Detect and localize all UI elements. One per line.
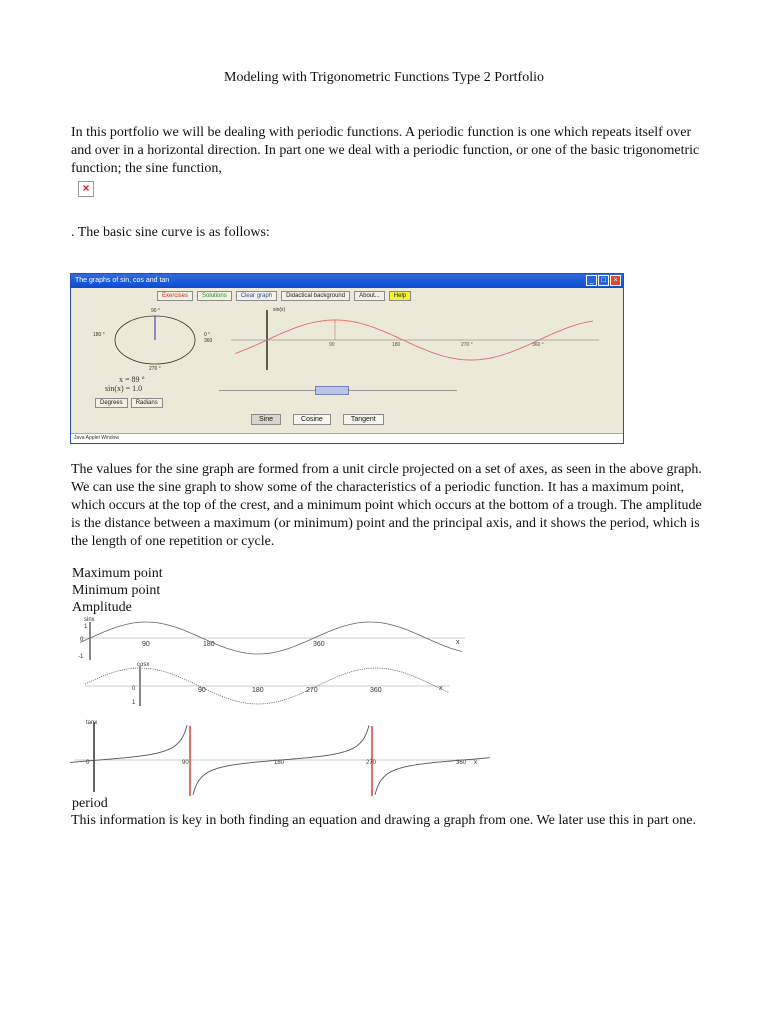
cos-x-tick: 180	[252, 687, 264, 694]
clear-graph-button[interactable]: Clear graph	[236, 291, 277, 301]
circle-label-right-top: 0 °	[204, 332, 211, 338]
minimum-point-label: Minimum point	[72, 583, 161, 598]
help-button[interactable]: Help	[389, 291, 411, 301]
applet-y-label: sin(x)	[273, 307, 286, 313]
applet-status-bar: Java Applet Window	[71, 433, 623, 443]
maximize-icon[interactable]: □	[598, 275, 609, 286]
tan-y-label: tanx	[86, 720, 98, 726]
cos-x-tick: 360	[370, 687, 382, 694]
sine-y-label: sinx	[84, 617, 95, 623]
conclusion-paragraph: This information is key in both finding an equation and drawing a graph from one. We later use this in part one.	[71, 813, 696, 828]
sine-x-tick: 180	[203, 641, 215, 648]
cos-y-tick: 0	[132, 686, 136, 692]
sine-x-tick: 90	[142, 641, 150, 648]
unit-toggle	[95, 398, 163, 408]
cos-sketch	[80, 660, 460, 710]
tan-x-tick: 90	[182, 760, 189, 766]
period-label: period	[72, 796, 108, 811]
about-button[interactable]: About...	[354, 291, 385, 301]
solutions-button[interactable]: Solutions	[197, 291, 232, 301]
circle-label-right-bottom: 360	[204, 338, 213, 344]
sine-x-tick: x	[456, 639, 460, 646]
degrees-button[interactable]: Degrees	[95, 398, 128, 408]
tangent-button[interactable]: Tangent	[343, 414, 384, 425]
description-paragraph: The values for the sine graph are formed from a unit circle projected on a set of axes, as seen in the above graph. We can use the sine graph to show some of the characteristics of a periodic function. It has a maximum point, which occurs at the top of the crest, and a minimum point which occurs at the bottom of a trough. The amplitude is the distance between a maximum (or minimum) point and the principal axis, and it shows the period, which is the length of one repetition or cycle.	[71, 462, 702, 549]
basic-curve-line: . The basic sine curve is as follows:	[71, 225, 270, 240]
exercises-button[interactable]: Exercises	[157, 291, 193, 301]
page-title: Modeling with Trigonometric Functions Type 2 Portfolio	[224, 70, 544, 85]
tan-y-tick: 0	[86, 760, 90, 766]
applet-title: The graphs of sin, cos and tan	[75, 277, 170, 284]
applet-x-tick: 360 °	[532, 342, 544, 348]
circle-label-left: 180 °	[93, 332, 105, 338]
angle-slider-thumb[interactable]	[315, 386, 349, 395]
broken-image-icon: ×	[78, 181, 94, 197]
applet-x-tick: 90	[329, 342, 335, 348]
cos-x-tick: 90	[198, 687, 206, 694]
didactical-background-button[interactable]: Didactical background	[281, 291, 350, 301]
cos-y-tick: 1	[132, 700, 136, 706]
sine-y-tick: -1	[78, 654, 84, 660]
tan-x-tick: x	[474, 760, 477, 766]
amplitude-label: Amplitude	[72, 600, 132, 615]
sin-value-readout: sin(x) = 1.0	[105, 384, 143, 393]
sine-y-tick: 1	[84, 624, 88, 630]
function-buttons	[251, 414, 384, 425]
cos-y-label: cosx	[137, 662, 150, 668]
tan-x-tick: 360	[456, 760, 467, 766]
close-icon[interactable]: ×	[610, 275, 621, 286]
maximum-point-label: Maximum point	[72, 566, 163, 581]
intro-paragraph: In this portfolio we will be dealing with periodic functions. A periodic function is one which repeats itself over and over in a horizontal direction. In part one we deal with a periodic function, or one of the basic trigonometric function; the sine function,	[71, 125, 700, 176]
circle-label-bottom: 270 °	[149, 366, 161, 372]
trig-applet-window	[70, 273, 624, 444]
cosine-button[interactable]: Cosine	[293, 414, 331, 425]
radians-button[interactable]: Radians	[131, 398, 163, 408]
sine-y-tick: 0	[80, 637, 84, 643]
tan-sketch	[70, 716, 490, 800]
sine-sketch	[70, 614, 470, 664]
x-value-readout: x = 89 °	[119, 375, 145, 384]
tan-x-tick: 180	[274, 760, 285, 766]
applet-x-tick: 270 °	[461, 342, 473, 348]
cos-x-tick: x	[439, 685, 443, 692]
circle-label-top: 90 °	[151, 308, 160, 314]
sine-button[interactable]: Sine	[251, 414, 281, 425]
cos-x-tick: 270	[306, 687, 318, 694]
applet-x-tick: 180	[392, 342, 401, 348]
sine-x-tick: 360	[313, 641, 325, 648]
minimize-icon[interactable]: _	[586, 275, 597, 286]
tan-x-tick: 270	[366, 760, 377, 766]
